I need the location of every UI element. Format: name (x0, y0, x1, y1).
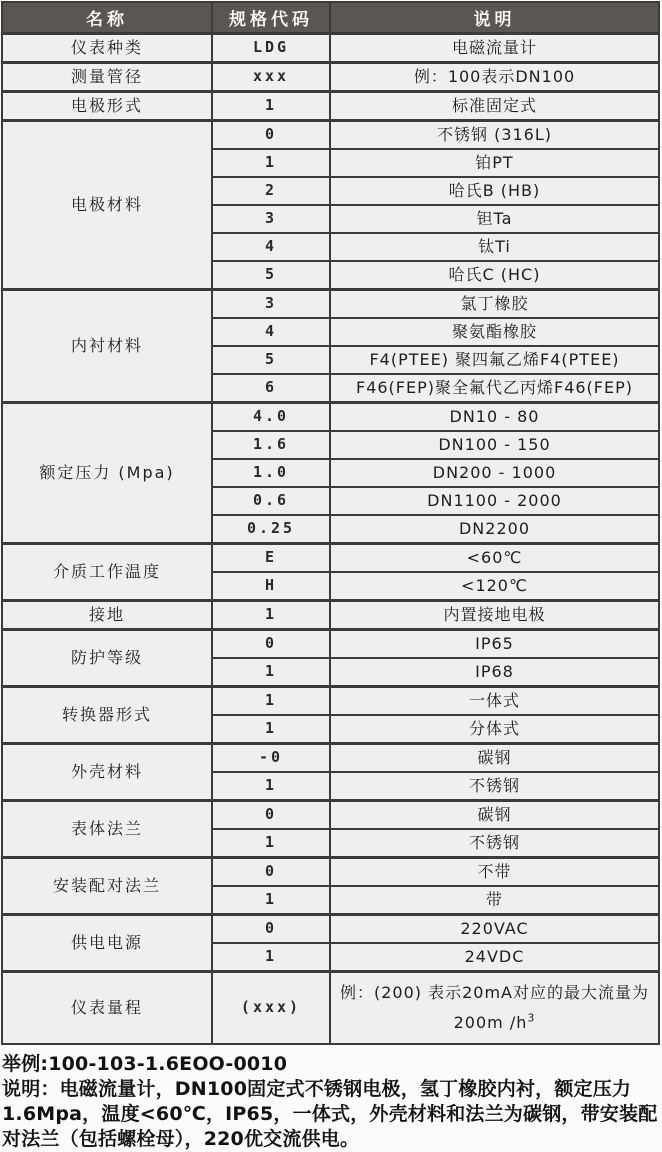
spec-desc-cell: F46(FEP)聚全氟代乙丙烯F46(FEP) (330, 374, 659, 403)
spec-desc-cell: DN100 - 150 (330, 431, 659, 459)
spec-desc-cell: <60℃ (330, 544, 659, 573)
spec-desc-cell: 不带 (330, 858, 659, 887)
table-row (2, 858, 659, 887)
spec-code-cell: 1 (212, 886, 330, 915)
table-row (2, 687, 659, 716)
spec-code-cell: 3 (212, 290, 330, 319)
spec-desc-cell: DN2200 (330, 515, 659, 544)
column-header-name: 名称 (2, 2, 212, 34)
spec-desc-cell: 碳钢 (330, 744, 659, 773)
spec-code-cell: xxx (212, 63, 330, 92)
spec-desc-cell: 内置接地电极 (330, 601, 659, 630)
spec-desc-cell: DN10 - 80 (330, 403, 659, 432)
table-row (2, 744, 659, 773)
spec-name-cell: 表体法兰 (2, 801, 212, 858)
spec-code-cell: 1.0 (212, 459, 330, 487)
spec-desc-cell: 分体式 (330, 715, 659, 744)
spec-desc-cell: 铂PT (330, 149, 659, 177)
spec-desc-cell: 例：(200) 表示20mA对应的最大流量为200m $/h^3$ (330, 972, 659, 1045)
spec-desc-cell: 碳钢 (330, 801, 659, 830)
table-row (2, 544, 659, 573)
spec-code-cell: 2 (212, 177, 330, 205)
spec-desc-cell: 不锈钢 (330, 772, 659, 801)
spec-code-cell: -0 (212, 744, 330, 773)
spec-desc-cell: DN200 - 1000 (330, 459, 659, 487)
spec-name-cell: 供电电源 (2, 915, 212, 972)
spec-desc-cell: 钛Ti (330, 233, 659, 261)
spec-desc-cell: 氯丁橡胶 (330, 290, 659, 319)
spec-code-cell: 0 (212, 915, 330, 944)
spec-code-cell: 3 (212, 205, 330, 233)
spec-name-cell: 电极材料 (2, 121, 212, 290)
spec-desc-cell: 220VAC (330, 915, 659, 944)
spec-name-cell: 电极形式 (2, 92, 212, 121)
spec-code-cell: 1 (212, 149, 330, 177)
spec-code-cell: 0 (212, 121, 330, 150)
spec-code-cell: 4.0 (212, 403, 330, 432)
spec-code-cell: 1 (212, 829, 330, 858)
table-row (2, 63, 659, 92)
spec-code-cell: 0 (212, 858, 330, 887)
spec-code-cell: LDG (212, 34, 330, 63)
table-row (2, 801, 659, 830)
table-row (2, 403, 659, 432)
spec-name-cell: 防护等级 (2, 630, 212, 687)
spec-code-cell: 4 (212, 233, 330, 261)
spec-code-cell: 0.6 (212, 487, 330, 515)
spec-code-cell: 5 (212, 346, 330, 374)
spec-table-header (2, 2, 659, 34)
spec-desc-cell: 一体式 (330, 687, 659, 716)
spec-desc-cell: 不锈钢 (330, 829, 659, 858)
spec-code-cell: E (212, 544, 330, 573)
spec-code-cell: 1.6 (212, 431, 330, 459)
spec-name-cell: 仪表量程 (2, 972, 212, 1045)
spec-desc-cell: 标准固定式 (330, 92, 659, 121)
spec-desc-cell: 带 (330, 886, 659, 915)
spec-table-body (2, 34, 659, 1045)
spec-name-cell: 接地 (2, 601, 212, 630)
spec-code-cell: 6 (212, 374, 330, 403)
example-code-line: 举例:100-103-1.6EOO-0010 (2, 1053, 288, 1075)
spec-code-cell: 0.25 (212, 515, 330, 544)
spec-desc-cell: 哈氏B (HB) (330, 177, 659, 205)
spec-table (1, 1, 660, 1045)
superscript: 3 (527, 1011, 536, 1025)
spec-desc-cell: <120℃ (330, 572, 659, 601)
spec-name-cell: 内衬材料 (2, 290, 212, 403)
spec-desc-cell: IP65 (330, 630, 659, 659)
column-header-desc: 说明 (330, 2, 659, 34)
table-row (2, 290, 659, 319)
spec-desc-cell: 例：100表示DN100 (330, 63, 659, 92)
table-row (2, 601, 659, 630)
spec-code-cell: 1 (212, 658, 330, 687)
spec-name-cell: 外壳材料 (2, 744, 212, 801)
spec-code-cell: 1 (212, 92, 330, 121)
spec-desc-cell: 不锈钢 (316L) (330, 121, 659, 150)
header-row (2, 2, 659, 34)
spec-code-cell: 0 (212, 630, 330, 659)
spec-code-cell: 1 (212, 687, 330, 716)
spec-name-cell: 安装配对法兰 (2, 858, 212, 915)
spec-desc-cell: 电磁流量计 (330, 34, 659, 63)
spec-name-cell: 额定压力 (Mpa) (2, 403, 212, 544)
spec-code-cell: 1 (212, 601, 330, 630)
table-row (2, 630, 659, 659)
table-row (2, 915, 659, 944)
spec-desc-cell: 哈氏C (HC) (330, 261, 659, 290)
spec-code-cell: 5 (212, 261, 330, 290)
spec-desc-cell: 聚氨酯橡胶 (330, 318, 659, 346)
example-description-line: 说明：电磁流量计，DN100固定式不锈钢电极，氢丁橡胶内衬，额定压力1.6Mpa，温度<60℃，IP65，一体式，外壳材料和法兰为碳钢，带安装配对法兰（包括螺栓母），220优交流供电。 (2, 1078, 658, 1151)
spec-code-cell: 0 (212, 801, 330, 830)
spec-desc-cell: F4(PTEE) 聚四氟乙烯F4(PTEE) (330, 346, 659, 374)
spec-code-cell: 1 (212, 943, 330, 972)
spec-name-cell: 介质工作温度 (2, 544, 212, 601)
spec-name-cell: 转换器形式 (2, 687, 212, 744)
footer-notes (2, 1052, 660, 1152)
spec-name-cell: 测量管径 (2, 63, 212, 92)
table-row (2, 92, 659, 121)
table-row (2, 972, 659, 1045)
spec-desc-cell: IP68 (330, 658, 659, 687)
table-row (2, 34, 659, 63)
spec-name-cell: 仪表种类 (2, 34, 212, 63)
spec-code-cell: (xxx) (212, 972, 330, 1045)
spec-desc-cell: 24VDC (330, 943, 659, 972)
spec-code-cell: 1 (212, 772, 330, 801)
spec-code-cell: 4 (212, 318, 330, 346)
spec-desc-cell: 钽Ta (330, 205, 659, 233)
spec-code-cell: 1 (212, 715, 330, 744)
spec-code-cell: H (212, 572, 330, 601)
table-row (2, 121, 659, 150)
column-header-code: 规格代码 (212, 2, 330, 34)
spec-desc-cell: DN1100 - 2000 (330, 487, 659, 515)
